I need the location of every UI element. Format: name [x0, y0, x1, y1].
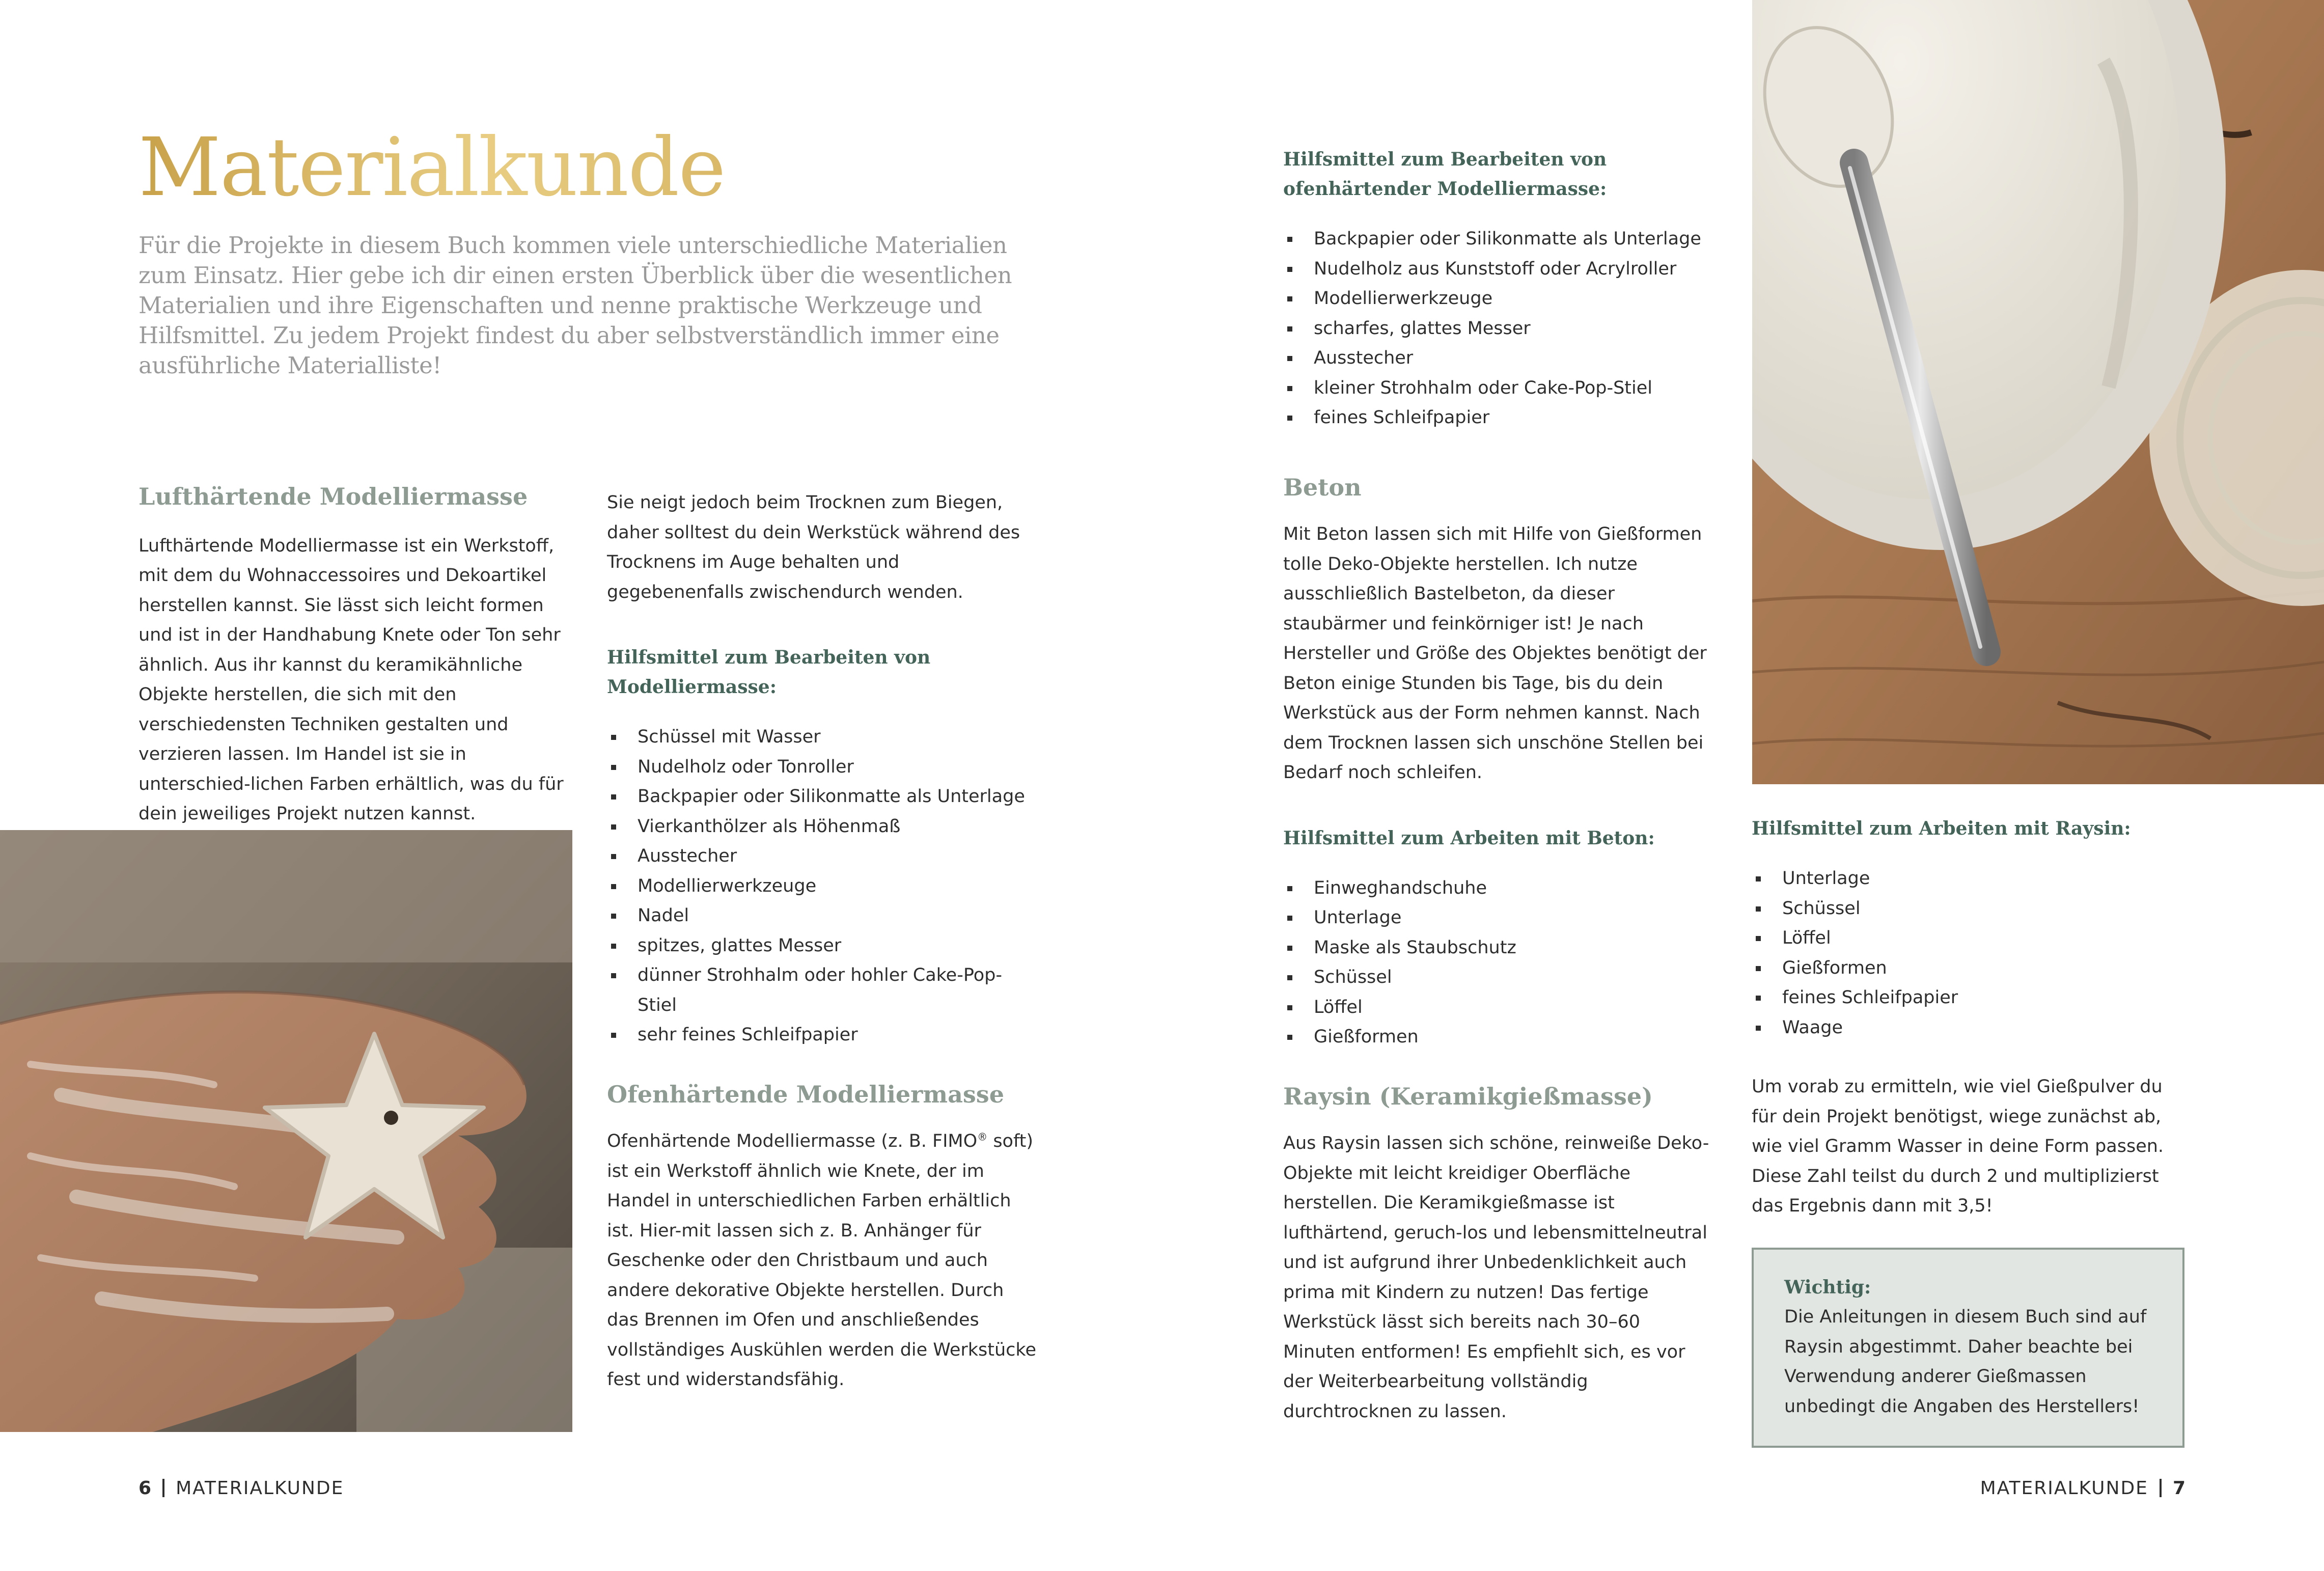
list-item: Schüssel — [1283, 962, 1716, 993]
beton-text: Mit Beton lassen sich mit Hilfe von Gießformen tolle Deko-Objekte herstellen. Ich nutze ausschließlich Bastelbeton, da dieser staubärmer und feinkörniger ist! Je nach Hersteller und Größe des Objektes benötigt der Beton einige Stunden bis Tage, bis du dein Werkstück aus der Form nehmen kannst. Nach dem Trocknen lassen sich unschöne Stellen bei Bedarf noch schleifen. — [1283, 524, 1707, 783]
list-item: Löffel — [1283, 993, 1716, 1023]
list-item: Schüssel mit Wasser — [607, 722, 1040, 752]
hand-star-photo — [0, 830, 572, 1432]
heading-tools-beton: Hilfsmittel zum Arbeiten mit Beton: — [1283, 827, 1655, 849]
list-item: Modellierwerkzeuge — [1283, 284, 1716, 314]
footer-right — [1980, 1478, 2185, 1499]
page-number-left: 6 — [139, 1478, 152, 1499]
list-item: Waage — [1752, 1013, 2184, 1043]
bowl-spoon-photo — [1752, 0, 2324, 784]
footer-divider — [162, 1479, 164, 1497]
tools-ofenhaertende-list — [1283, 224, 1716, 433]
list-item: Vierkanthölzer als Höhenmaß — [607, 812, 1040, 842]
page-number-right: 7 — [2172, 1478, 2185, 1499]
list-item: Einweghandschuhe — [1283, 873, 1716, 903]
heading-lufthaertende: Lufthärtende Modelliermasse — [139, 483, 528, 510]
note-heading: Wichtig: — [1784, 1277, 1871, 1298]
column-2 — [607, 488, 1040, 1395]
heading-beton: Beton — [1283, 473, 1362, 501]
lufthaertende-text-continued: Sie neigt jedoch beim Trocknen zum Biegen, daher solltest du dein Werkstück während des Trocknens im Auge behalten und gegebenenfalls zwischendurch wenden. — [607, 492, 1020, 602]
heading-tools-ofenhaertende: Hilfsmittel zum Bearbeiten von ofenhärtender Modelliermasse: — [1283, 149, 1607, 200]
list-item: Ausstecher — [1283, 343, 1716, 373]
note-text: Die Anleitungen in diesem Buch sind auf Raysin abgestimmt. Daher beachte bei Verwendung anderer Gießmassen unbedingt die Angaben des Herstellers! — [1784, 1307, 2147, 1417]
tools-raysin-list — [1752, 864, 2184, 1042]
list-item: Modellierwerkzeuge — [607, 871, 1040, 901]
footer-label-right: MATERIALKUNDE — [1980, 1478, 2148, 1499]
lufthaertende-text: Lufthärtende Modelliermasse ist ein Werkstoff, mit dem du Wohnaccessoires und Dekoartikel herstellen kannst. Sie lässt sich leicht formen und ist in der Handhabung Knete oder Ton sehr ähnlich. Aus ihr kannst du keramikähnliche Objekte herstellen, die sich mit den verschiedensten Techniken gestalten und verzieren lassen. Im Handel ist sie in unterschied-lichen Farben erhältlich, was du für dein jeweiliges Projekt nutzen kannst. — [139, 535, 564, 824]
heading-ofenhaertende: Ofenhärtende Modelliermasse — [607, 1080, 1004, 1108]
footer-divider — [2160, 1479, 2162, 1497]
footer-left — [139, 1478, 344, 1499]
list-item: dünner Strohhalm oder hohler Cake-Pop-Stiel — [607, 960, 1040, 1020]
footer-label-left: MATERIALKUNDE — [176, 1478, 344, 1499]
list-item: Gießformen — [1283, 1022, 1716, 1052]
list-item: Gießformen — [1752, 953, 2184, 983]
list-item: Unterlage — [1283, 903, 1716, 933]
raysin-text: Aus Raysin lassen sich schöne, reinweiße Deko-Objekte mit leicht kreidiger Oberfläche herstellen. Die Keramikgießmasse ist lufthärtend, geruch-los und lebensmittelneutral und ist aufgrund ihrer Unbedenklichkeit auch prima mit Kindern zu nutzen! Das fertige Werkstück lässt sich bereits nach 30–60 Minuten entformen! Es empfiehlt sich, es vor der Weiterbearbeitung vollständig durchtrocknen zu lassen. — [1283, 1133, 1709, 1422]
list-item: Schüssel — [1752, 894, 2184, 924]
raysin-calculation-text: Um vorab zu ermitteln, wie viel Gießpulver du für dein Projekt benötigst, wiege zunächst ab, wie viel Gramm Wasser in deine Form passen. Diese Zahl teilst du durch 2 und multiplizierst das Ergebnis dann mit 3,5! — [1752, 1077, 2164, 1216]
hand-star-illustration — [0, 830, 572, 1432]
column-3 — [1283, 145, 1716, 1426]
list-item: scharfes, glattes Messer — [1283, 314, 1716, 344]
list-item: sehr feines Schleifpapier — [607, 1020, 1040, 1050]
list-item: Nudelholz oder Tonroller — [607, 752, 1040, 782]
page-title: Materialkunde — [139, 121, 725, 214]
list-item: kleiner Strohhalm oder Cake-Pop-Stiel — [1283, 373, 1716, 403]
heading-tools-modelliermasse: Hilfsmittel zum Bearbeiten von Modelliermasse: — [607, 647, 931, 698]
list-item: Backpapier oder Silikonmatte als Unterlage — [607, 782, 1040, 812]
list-item: feines Schleifpapier — [1752, 983, 2184, 1013]
list-item: spitzes, glattes Messer — [607, 931, 1040, 961]
list-item: Ausstecher — [607, 841, 1040, 871]
list-item: Nadel — [607, 901, 1040, 931]
list-item: Backpapier oder Silikonmatte als Unterlage — [1283, 224, 1716, 254]
ofenhaertende-text: Ofenhärtende Modelliermasse (z. B. FIMO® soft) ist ein Werkstoff ähnlich wie Knete, der im Handel in unterschiedlichen Farben erhältlich ist. Hier-mit lassen sich z. B. Anhänger für Geschenke oder den Christbaum und auch andere dekorative Objekte herstellen. Durch das Brennen im Ofen und anschließendes vollständiges Auskühlen werden die Werkstücke fest und widerstandsfähig. — [607, 1131, 1036, 1390]
column-1 — [139, 484, 566, 829]
intro-paragraph: Für die Projekte in diesem Buch kommen viele unterschiedliche Materialien zum Einsatz. Hier gebe ich dir einen ersten Überblick über die wesentlichen Materialien und ihre Eigenschaften und nenne praktische Werkzeuge und Hilfsmittel. Zu jedem Projekt findest du aber selbstverständlich immer eine ausführliche Materialliste! — [139, 232, 1012, 379]
list-item: Nudelholz aus Kunststoff oder Acrylroller — [1283, 254, 1716, 284]
tools-modelliermasse-list — [607, 722, 1040, 1050]
list-item: Unterlage — [1752, 864, 2184, 894]
list-item: Löffel — [1752, 923, 2184, 953]
bowl-spoon-illustration — [1752, 0, 2324, 784]
list-item: feines Schleifpapier — [1283, 403, 1716, 433]
column-4 — [1752, 814, 2184, 1221]
heading-raysin: Raysin (Keramikgießmasse) — [1283, 1082, 1653, 1110]
heading-tools-raysin: Hilfsmittel zum Arbeiten mit Raysin: — [1752, 818, 2131, 839]
list-item: Maske als Staubschutz — [1283, 933, 1716, 963]
important-note-box — [1752, 1248, 2184, 1448]
tools-beton-list — [1283, 873, 1716, 1052]
